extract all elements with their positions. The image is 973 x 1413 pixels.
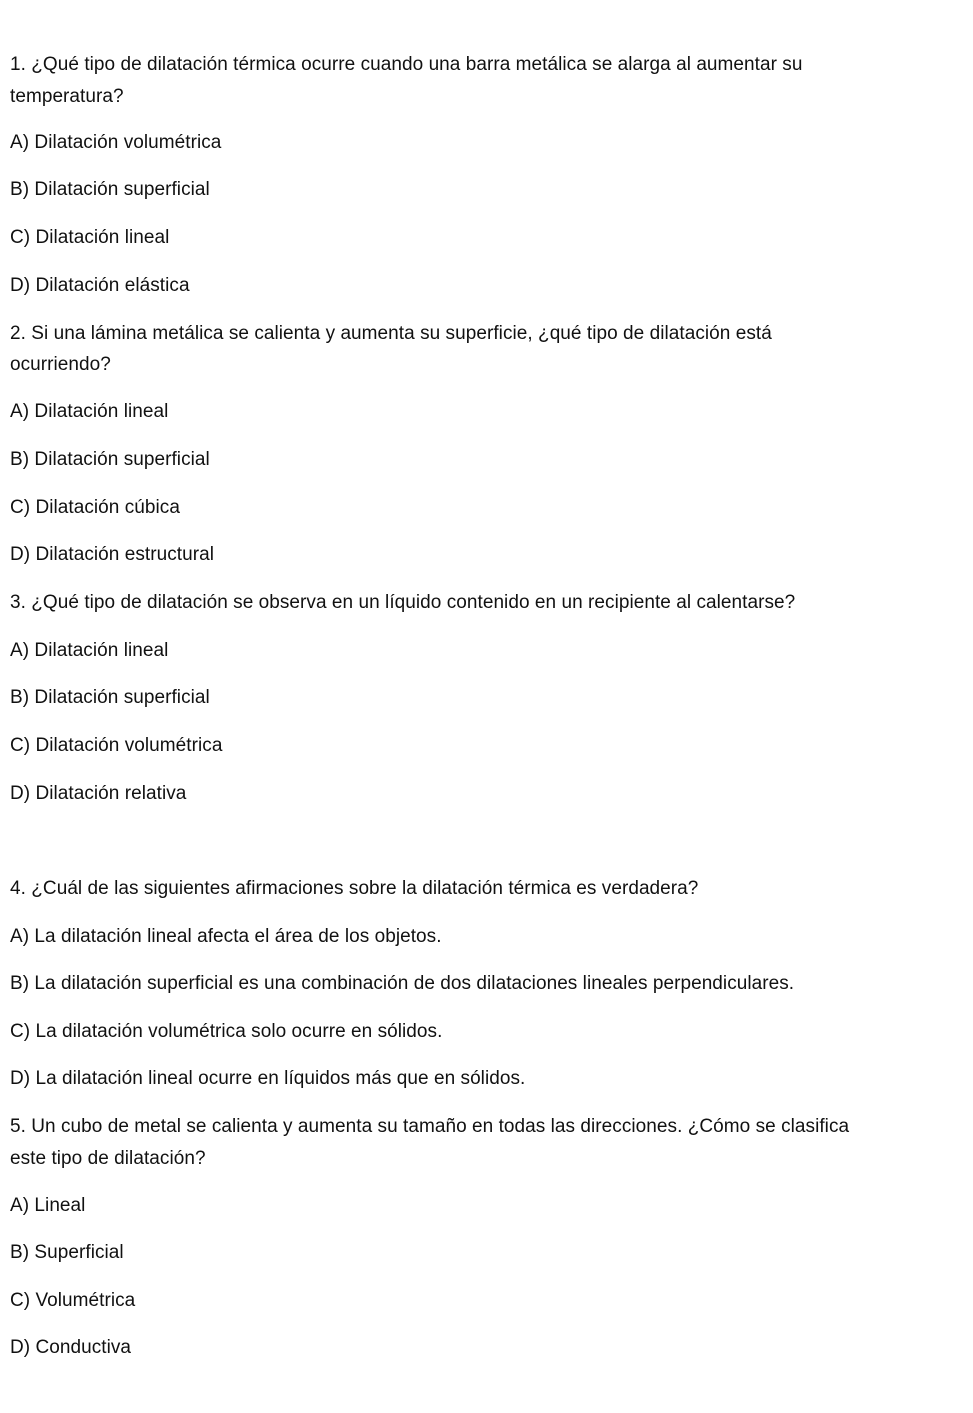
question-1-text: 1. ¿Qué tipo de dilatación térmica ocurre cuando una barra metálica se alarga al aumentar su — [10, 54, 803, 75]
question-3-option-a: A) Dilatación lineal — [10, 640, 169, 661]
question-5-option-a: A) Lineal — [10, 1195, 86, 1216]
question-5-text-cont: este tipo de dilatación? — [10, 1148, 206, 1169]
question-1-option-a: A) Dilatación volumétrica — [10, 132, 222, 153]
question-3-option-d: D) Dilatación relativa — [10, 783, 187, 804]
question-3-option-c: C) Dilatación volumétrica — [10, 735, 223, 756]
question-2-option-c: C) Dilatación cúbica — [10, 497, 180, 518]
question-4-option-b: B) La dilatación superficial es una combinación de dos dilataciones lineales perpendiculares. — [10, 973, 795, 994]
question-1-text-cont: temperatura? — [10, 86, 124, 107]
question-2-option-a: A) Dilatación lineal — [10, 401, 169, 422]
question-4-text: 4. ¿Cuál de las siguientes afirmaciones sobre la dilatación térmica es verdadera? — [10, 878, 699, 899]
question-5-option-d: D) Conductiva — [10, 1337, 132, 1358]
question-2-option-d: D) Dilatación estructural — [10, 544, 214, 565]
question-1-option-d: D) Dilatación elástica — [10, 275, 190, 296]
question-1-option-c: C) Dilatación lineal — [10, 227, 170, 248]
question-5-option-c: C) Volumétrica — [10, 1290, 136, 1311]
question-4-option-a: A) La dilatación lineal afecta el área de los objetos. — [10, 926, 442, 947]
question-5-text: 5. Un cubo de metal se calienta y aumenta su tamaño en todas las direcciones. ¿Cómo se clasifica — [10, 1116, 850, 1137]
question-1-option-b: B) Dilatación superficial — [10, 179, 210, 200]
question-4-option-c: C) La dilatación volumétrica solo ocurre en sólidos. — [10, 1021, 443, 1042]
question-3-text: 3. ¿Qué tipo de dilatación se observa en un líquido contenido en un recipiente al calentarse? — [10, 592, 796, 613]
question-2-text: 2. Si una lámina metálica se calienta y aumenta su superficie, ¿qué tipo de dilatación está — [10, 323, 772, 344]
question-2-text-cont: ocurriendo? — [10, 354, 111, 375]
question-3-option-b: B) Dilatación superficial — [10, 687, 210, 708]
question-4-option-d: D) La dilatación lineal ocurre en líquidos más que en sólidos. — [10, 1068, 526, 1089]
question-2-option-b: B) Dilatación superficial — [10, 449, 210, 470]
question-5-option-b: B) Superficial — [10, 1242, 124, 1263]
